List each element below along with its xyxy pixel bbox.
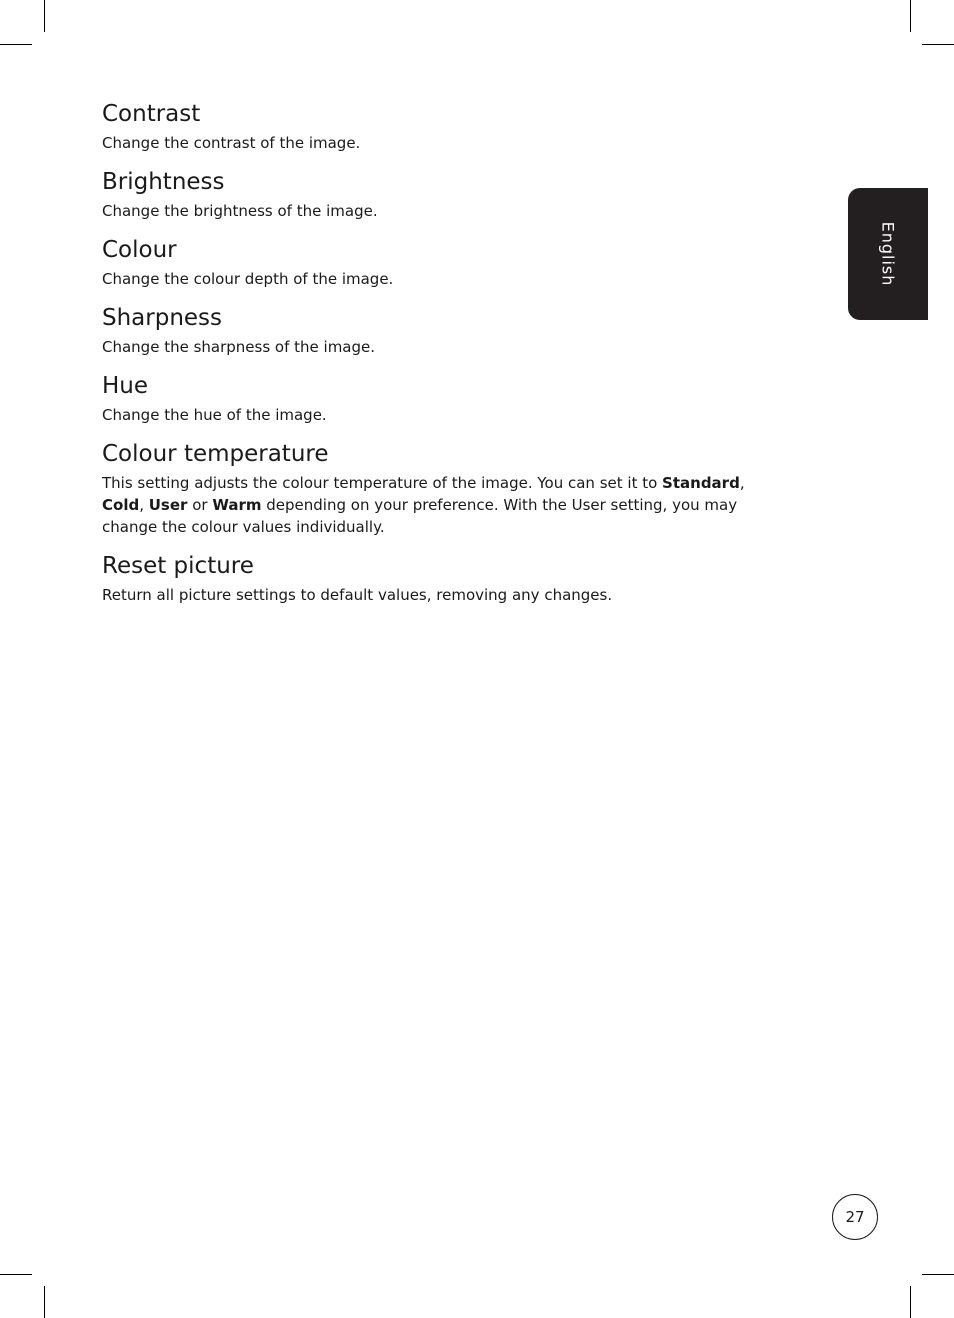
body-text: depending on your preference. With the User setting, you may change the colour values individually. xyxy=(102,496,738,536)
body-text: This setting adjusts the colour temperature of the image. You can set it to xyxy=(102,474,663,492)
section-sharpness xyxy=(102,302,762,358)
section-body: Change the colour depth of the image. xyxy=(102,270,394,288)
page-number-text: 27 xyxy=(845,1208,865,1226)
section-brightness xyxy=(102,166,762,222)
crop-mark xyxy=(922,1274,954,1275)
section-heading: Colour temperature xyxy=(102,441,329,467)
page-number xyxy=(832,1194,878,1240)
section-body: Change the sharpness of the image. xyxy=(102,338,376,356)
crop-mark xyxy=(922,44,954,45)
section-reset-picture xyxy=(102,550,762,606)
section-contrast xyxy=(102,98,762,154)
page-content xyxy=(102,98,762,618)
section-heading: Brightness xyxy=(102,169,225,195)
language-label: English xyxy=(878,221,898,287)
section-body xyxy=(102,472,762,538)
option-cold: Cold xyxy=(102,496,140,514)
crop-mark xyxy=(44,1286,45,1318)
section-body: Change the contrast of the image. xyxy=(102,134,361,152)
body-text: or xyxy=(187,496,213,514)
section-heading: Contrast xyxy=(102,101,201,127)
body-text: , xyxy=(139,496,149,514)
language-tab xyxy=(848,188,928,320)
section-colour-temperature xyxy=(102,438,762,538)
option-standard: Standard xyxy=(662,474,740,492)
section-colour xyxy=(102,234,762,290)
option-warm: Warm xyxy=(212,496,262,514)
section-body: Return all picture settings to default values, removing any changes. xyxy=(102,586,613,604)
crop-mark xyxy=(0,44,32,45)
section-heading: Colour xyxy=(102,237,177,263)
section-heading: Hue xyxy=(102,373,149,399)
section-heading: Sharpness xyxy=(102,305,223,331)
option-user: User xyxy=(148,496,188,514)
body-text: , xyxy=(739,474,745,492)
crop-mark xyxy=(44,0,45,32)
crop-mark xyxy=(910,1286,911,1318)
crop-mark xyxy=(0,1274,32,1275)
section-body: Change the hue of the image. xyxy=(102,406,327,424)
section-hue xyxy=(102,370,762,426)
section-heading: Reset picture xyxy=(102,553,254,579)
section-body: Change the brightness of the image. xyxy=(102,202,378,220)
crop-mark xyxy=(910,0,911,32)
